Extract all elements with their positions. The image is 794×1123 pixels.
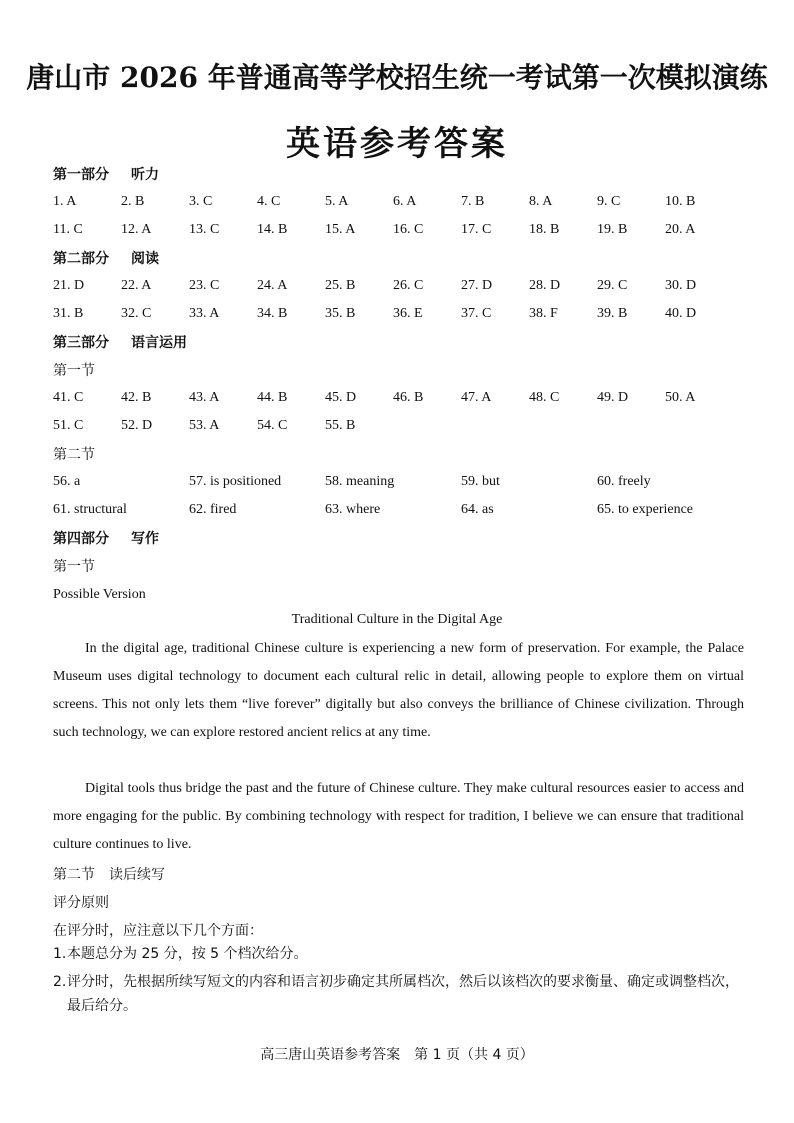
essay-paragraph: Digital tools thus bridge the past and the future of Chinese culture. They make cultural resources easier to access and more engaging for the public. By combining technology with respect for tradition, I believe we can ensure that traditional culture continues to live. <box>53 781 744 852</box>
answer-item: 26. C <box>393 278 424 293</box>
answer-item: 22. A <box>121 278 152 293</box>
answer-item: 9. C <box>597 194 621 209</box>
part3-section1: 第一节 <box>53 363 95 379</box>
part3-heading <box>53 334 187 352</box>
possible-version-label: Possible Version <box>53 587 146 602</box>
fill-answer: 58. meaning <box>325 474 395 489</box>
fill-answer: 61. structural <box>53 502 127 517</box>
fill-answer: 56. a <box>53 474 81 489</box>
answer-item: 37. C <box>461 306 492 321</box>
fill-answer: 57. is positioned <box>189 474 282 489</box>
answer-item: 39. B <box>597 306 628 321</box>
answer-item: 25. B <box>325 278 356 293</box>
answer-item: 3. C <box>189 194 213 209</box>
answer-item: 27. D <box>461 278 493 293</box>
part2-name: 阅读 <box>131 251 159 267</box>
fill-answer: 64. as <box>461 502 494 517</box>
answer-item: 41. C <box>53 390 84 405</box>
answer-item: 14. B <box>257 222 288 237</box>
answer-item: 53. A <box>189 418 220 433</box>
answer-item: 48. C <box>529 390 560 405</box>
answer-item: 45. D <box>325 390 357 405</box>
document-title: 英语参考答案 <box>286 124 508 164</box>
scoring-item-index: 1. <box>53 946 67 962</box>
answer-item: 6. A <box>393 194 417 209</box>
answer-item: 44. B <box>257 390 288 405</box>
part4-name: 写作 <box>131 531 159 547</box>
answer-item: 51. C <box>53 418 84 433</box>
page-footer: 高三唐山英语参考答案 第 1 页（共 4 页） <box>260 1047 534 1063</box>
fill-answer: 63. where <box>325 502 381 517</box>
answer-item: 8. A <box>529 194 553 209</box>
answer-item: 16. C <box>393 222 424 237</box>
answer-item: 12. A <box>121 222 152 237</box>
answer-item: 24. A <box>257 278 288 293</box>
answer-item: 28. D <box>529 278 561 293</box>
answer-item: 5. A <box>325 194 349 209</box>
answer-row <box>53 222 753 242</box>
answer-item: 7. B <box>461 194 485 209</box>
answer-item: 32. C <box>121 306 152 321</box>
answer-item: 49. D <box>597 390 629 405</box>
part2-heading <box>53 250 159 268</box>
answer-item: 43. A <box>189 390 220 405</box>
fill-answer: 59. but <box>461 474 500 489</box>
part3-name: 语言运用 <box>131 335 187 351</box>
scoring-item-index: 2. <box>53 974 67 990</box>
answer-item: 4. C <box>257 194 281 209</box>
answer-item: 47. A <box>461 390 492 405</box>
scoring-item <box>53 970 744 1018</box>
answer-item: 42. B <box>121 390 152 405</box>
answer-item: 55. B <box>325 418 356 433</box>
part1-title: 第一部分 <box>53 167 109 183</box>
essay-paragraph: In the digital age, traditional Chinese culture is experiencing a new form of preservation. For example, the Palace Museum uses digital technology to document each cultural relic in detail, allowing people to explore them on virtual screens. This not only lets them “live forever” digitally but also conveys the brilliance of Chinese civilization. Through such technology, we can explore restored ancient relics at any time. <box>53 641 744 740</box>
answer-row <box>53 390 753 410</box>
answer-item: 33. A <box>189 306 220 321</box>
answer-item: 29. C <box>597 278 628 293</box>
answer-item: 40. D <box>665 306 697 321</box>
answer-item: 52. D <box>121 418 153 433</box>
part4-title: 第四部分 <box>53 531 109 547</box>
answer-item: 46. B <box>393 390 424 405</box>
answer-item: 1. A <box>53 194 77 209</box>
part3-title: 第三部分 <box>53 335 109 351</box>
part4-heading <box>53 530 159 548</box>
answer-item: 54. C <box>257 418 288 433</box>
fill-answer: 65. to experience <box>597 502 694 517</box>
exam-title: 唐山市 2026 年普通高等学校招生统一考试第一次模拟演练 <box>26 61 768 94</box>
answer-item: 30. D <box>665 278 697 293</box>
answer-item: 17. C <box>461 222 492 237</box>
scoring-title: 评分原则 <box>53 895 109 911</box>
scoring-item-text: 本题总分为 25 分，按 5 个档次给分。 <box>67 946 308 962</box>
scoring-item-text: 评分时，先根据所续写短文的内容和语言初步确定其所属档次，然后以该档次的要求衡量、确定或调整档次，最后给分。 <box>67 974 739 1014</box>
answer-item: 31. B <box>53 306 84 321</box>
answer-item: 21. D <box>53 278 85 293</box>
part2-title: 第二部分 <box>53 251 109 267</box>
part1-name: 听力 <box>131 167 159 183</box>
answer-item: 20. A <box>665 222 696 237</box>
part4-section2: 第二节 读后续写 <box>53 867 165 883</box>
answer-item: 36. E <box>393 306 423 321</box>
answer-item: 18. B <box>529 222 560 237</box>
part3-section2: 第二节 <box>53 447 95 463</box>
fill-answer: 62. fired <box>189 502 237 517</box>
answer-row <box>53 278 753 298</box>
scoring-intro: 在评分时，应注意以下几个方面： <box>53 923 263 939</box>
answer-item: 50. A <box>665 390 696 405</box>
answer-row <box>53 418 753 438</box>
part4-section1: 第一节 <box>53 559 95 575</box>
answer-item: 35. B <box>325 306 356 321</box>
answer-item: 34. B <box>257 306 288 321</box>
answer-row <box>53 194 753 214</box>
answer-item: 10. B <box>665 194 696 209</box>
essay-title: Traditional Culture in the Digital Age <box>291 612 503 627</box>
scoring-item <box>53 942 744 966</box>
answer-item: 19. B <box>597 222 628 237</box>
answer-item: 23. C <box>189 278 220 293</box>
fill-answer: 60. freely <box>597 474 651 489</box>
answer-row <box>53 306 753 326</box>
answer-item: 15. A <box>325 222 356 237</box>
answer-item: 13. C <box>189 222 220 237</box>
answer-item: 11. C <box>53 222 83 237</box>
answer-item: 2. B <box>121 194 145 209</box>
fill-row <box>53 502 753 522</box>
fill-row <box>53 474 753 494</box>
part1-heading <box>53 166 159 184</box>
answer-item: 38. F <box>529 306 558 321</box>
